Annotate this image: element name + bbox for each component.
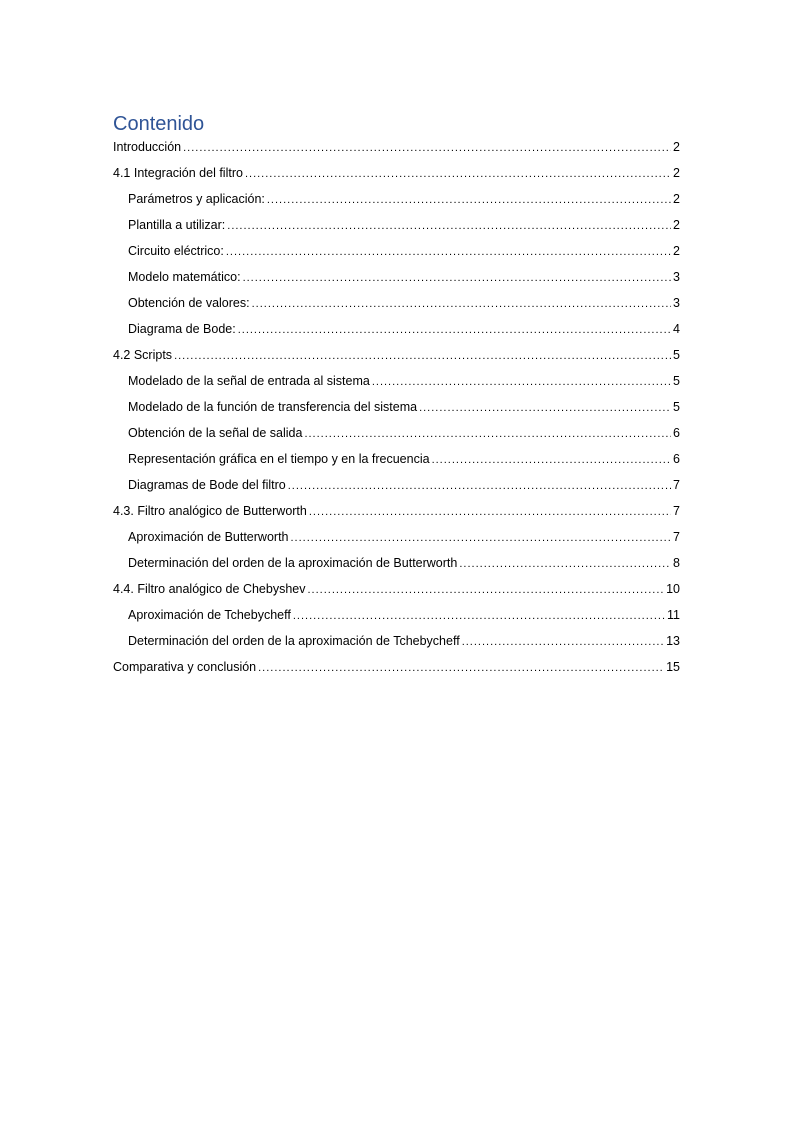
toc-entry-page: 11 [667, 608, 680, 622]
toc-entry-page: 13 [666, 634, 680, 648]
toc-entry-page: 6 [673, 426, 680, 440]
dot-leader [304, 424, 671, 443]
toc-entry-label: Aproximación de Tchebycheff [128, 608, 291, 622]
toc-entry-page: 2 [673, 192, 680, 206]
toc-entry[interactable] [113, 372, 680, 398]
toc-entry[interactable] [113, 242, 680, 268]
dot-leader [243, 268, 671, 287]
toc-entry[interactable] [113, 528, 680, 554]
toc-entry-page: 4 [673, 322, 680, 336]
toc-entry-label: Modelo matemático: [128, 270, 241, 284]
toc-entry[interactable] [113, 216, 680, 242]
toc-entry[interactable] [113, 502, 680, 528]
toc-entry-label: Modelado de la función de transferencia del sistema [128, 400, 418, 414]
dot-leader [245, 164, 671, 183]
toc-entry-page: 15 [666, 660, 680, 674]
table-of-contents [113, 138, 680, 684]
dot-leader [309, 502, 671, 521]
toc-entry-page: 10 [666, 582, 680, 596]
toc-entry[interactable] [113, 190, 680, 216]
dot-leader [459, 554, 671, 573]
dot-leader [432, 450, 671, 469]
toc-entry[interactable] [113, 476, 680, 502]
toc-entry[interactable] [113, 268, 680, 294]
toc-entry-label: Obtención de valores: [128, 296, 250, 310]
toc-entry-page: 2 [673, 166, 680, 180]
toc-entry-label: Determinación del orden de la aproximación de Butterworth [128, 556, 458, 570]
dot-leader [174, 346, 671, 365]
toc-entry-label: Determinación del orden de la aproximación de Tchebycheff [128, 634, 460, 648]
toc-entry[interactable] [113, 320, 680, 346]
toc-entry[interactable] [113, 450, 680, 476]
toc-entry-label: Circuito eléctrico: [128, 244, 224, 258]
toc-entry[interactable] [113, 138, 680, 164]
toc-entry-label: 4.3. Filtro analógico de Butterworth [113, 504, 307, 518]
dot-leader [372, 372, 671, 391]
toc-entry-page: 3 [673, 296, 680, 310]
toc-entry-page: 3 [673, 270, 680, 284]
dot-leader [307, 580, 664, 599]
toc-entry-page: 8 [673, 556, 680, 570]
dot-leader [238, 320, 671, 339]
dot-leader [293, 606, 665, 625]
dot-leader [419, 398, 671, 417]
toc-entry-label: Representación gráfica en el tiempo y en la frecuencia [128, 452, 430, 466]
dot-leader [226, 242, 671, 261]
toc-entry[interactable] [113, 580, 680, 606]
toc-entry-label: Plantilla a utilizar: [128, 218, 226, 232]
toc-entry-label: Obtención de la señal de salida [128, 426, 303, 440]
dot-leader [252, 294, 671, 313]
dot-leader [267, 190, 671, 209]
toc-entry-page: 2 [673, 218, 680, 232]
dot-leader [291, 528, 672, 547]
dot-leader [462, 632, 664, 651]
toc-entry[interactable] [113, 398, 680, 424]
toc-title: Contenido [113, 113, 205, 135]
toc-entry-label: Parámetros y aplicación: [128, 192, 265, 206]
toc-entry-label: 4.1 Integración del filtro [113, 166, 243, 180]
toc-entry-page: 6 [673, 452, 680, 466]
toc-entry-label: Aproximación de Butterworth [128, 530, 289, 544]
toc-entry-page: 2 [673, 140, 680, 154]
toc-entry-page: 5 [673, 348, 680, 362]
dot-leader [258, 658, 664, 677]
dot-leader [183, 138, 671, 157]
toc-entry-page: 5 [673, 374, 680, 388]
toc-entry[interactable] [113, 606, 680, 632]
toc-entry-label: Diagrama de Bode: [128, 322, 236, 336]
toc-entry[interactable] [113, 632, 680, 658]
dot-leader [288, 476, 671, 495]
toc-entry[interactable] [113, 554, 680, 580]
dot-leader [227, 216, 671, 235]
toc-entry[interactable] [113, 346, 680, 372]
toc-entry-page: 7 [673, 504, 680, 518]
toc-entry-page: 5 [673, 400, 680, 414]
toc-entry-page: 2 [673, 244, 680, 258]
toc-entry-label: Modelado de la señal de entrada al sistema [128, 374, 370, 388]
toc-entry-page: 7 [673, 478, 680, 492]
toc-entry-label: 4.4. Filtro analógico de Chebyshev [113, 582, 306, 596]
toc-entry-page: 7 [673, 530, 680, 544]
toc-entry-label: 4.2 Scripts [113, 348, 173, 362]
toc-entry-label: Comparativa y conclusión [113, 660, 257, 674]
toc-entry[interactable] [113, 164, 680, 190]
toc-entry-label: Introducción [113, 140, 182, 154]
toc-entry[interactable] [113, 294, 680, 320]
toc-entry-label: Diagramas de Bode del filtro [128, 478, 286, 492]
toc-entry[interactable] [113, 424, 680, 450]
toc-entry[interactable] [113, 658, 680, 684]
